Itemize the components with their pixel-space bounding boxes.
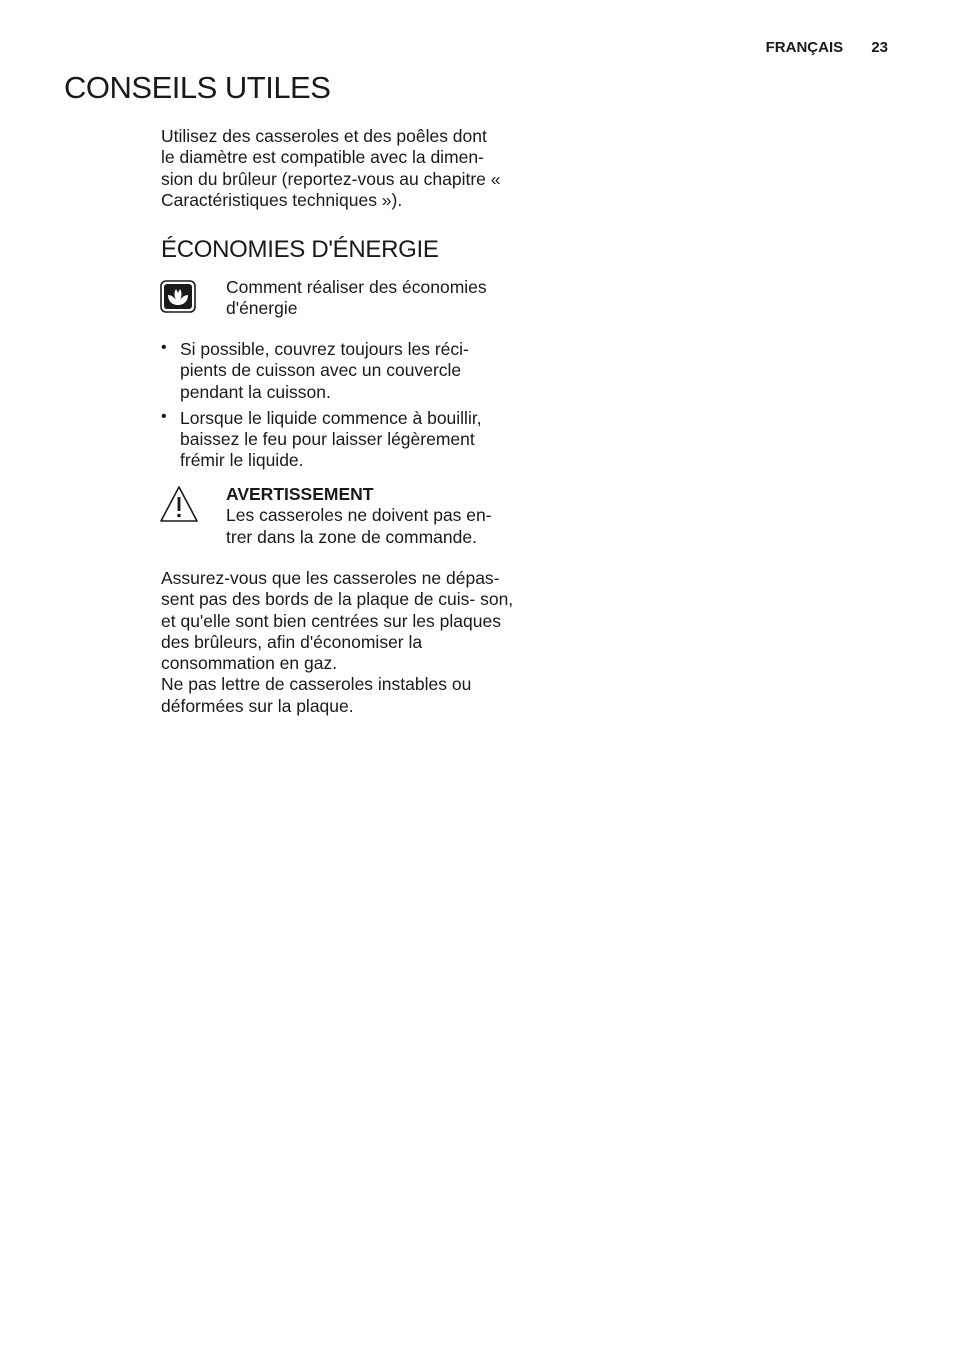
- closing-paragraph: [161, 568, 521, 717]
- warning-title: AVERTISSEMENT: [226, 484, 374, 504]
- closing-text-1: Assurez-vous que les casseroles ne dépas- sent pas des bords de la plaque de cuis- son, et qu'elle sont bien centrées sur les plaques des brûleurs, afin d'économiser la consommation en gaz.: [161, 568, 514, 674]
- list-item: [161, 408, 521, 472]
- page-header: [766, 39, 888, 56]
- warning-text: Les casseroles ne doivent pas en- trer dans la zone de commande.: [226, 505, 492, 547]
- closing-text-2: Ne pas lettre de casseroles instables ou déformées sur la plaque.: [161, 674, 472, 716]
- eco-leaf-icon: [160, 280, 196, 313]
- page-title: CONSEILS UTILES: [64, 70, 331, 105]
- list-item: [161, 339, 521, 403]
- bullet-icon: •: [161, 407, 167, 425]
- warning-block: [226, 484, 516, 548]
- warning-triangle-icon: [159, 484, 199, 524]
- list-item-text: Si possible, couvrez toujours les réci- pients de cuisson avec un couvercle pendant la cuisson.: [180, 339, 469, 402]
- intro-paragraph: [161, 126, 521, 211]
- list-item-text: Lorsque le liquide commence à bouillir, baissez le feu pour laisser légèrement frémir le liquide.: [180, 407, 482, 471]
- energy-note: [226, 277, 516, 320]
- header-language: FRANÇAIS: [765, 39, 844, 56]
- energy-note-text: Comment réaliser des économies d'énergie: [226, 277, 487, 319]
- bullet-icon: •: [161, 339, 167, 356]
- section-heading: ÉCONOMIES D'ÉNERGIE: [161, 236, 439, 263]
- page-number: 23: [871, 39, 888, 56]
- intro-text: Utilisez des casseroles et des poêles dont le diamètre est compatible avec la dimen- sion du brûleur (reportez-vous au chapitre « Caractéristiques techniques »).: [161, 126, 501, 210]
- tips-list: [161, 339, 521, 477]
